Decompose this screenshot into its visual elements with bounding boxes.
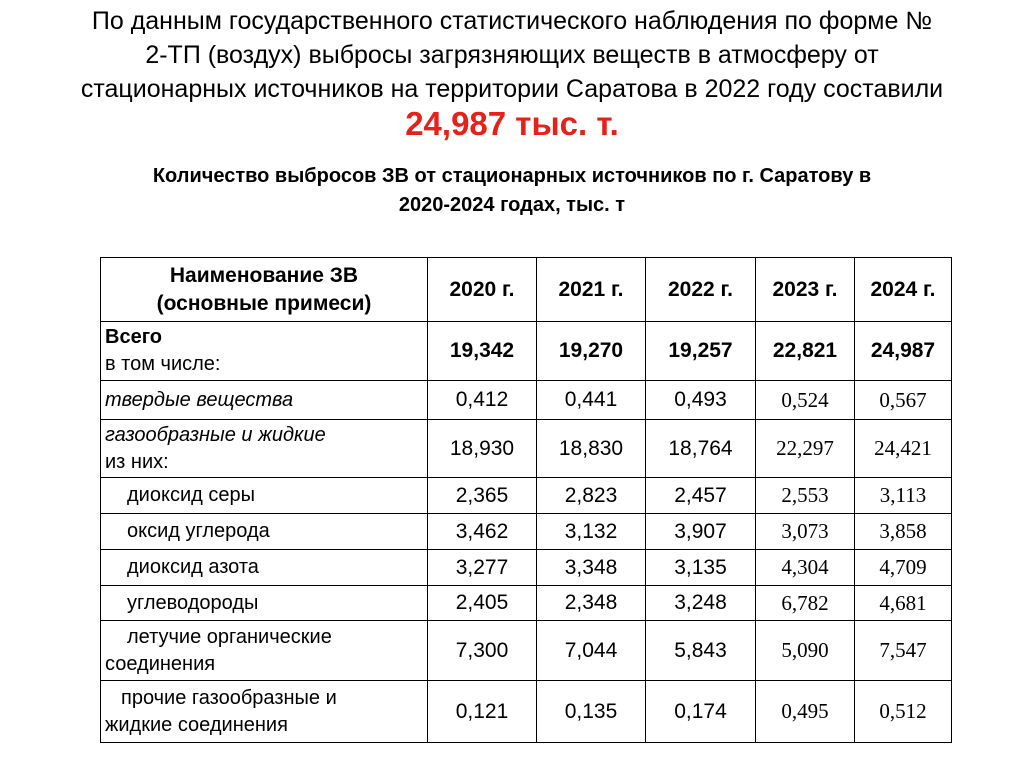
row-label-line1: газообразные и жидкие <box>105 423 326 446</box>
table-cell: 7,547 <box>855 621 952 681</box>
table-row <box>101 621 952 681</box>
table-cell: 2,457 <box>646 478 756 514</box>
table-row <box>101 681 952 743</box>
table-cell: 0,493 <box>646 381 756 420</box>
row-label-line2: соединения <box>105 652 216 675</box>
intro-line: 2-ТП (воздух) выбросы загрязняющих веществ в атмосферу от <box>145 41 879 69</box>
table-cell: 4,304 <box>756 550 855 586</box>
row-label: диоксид серы <box>101 478 428 514</box>
table-cell: 5,843 <box>646 621 756 681</box>
row-label-line1: летучие органические <box>127 625 332 648</box>
row-label-line2: жидкие соединения <box>105 713 288 736</box>
table-cell: 18,764 <box>646 420 756 478</box>
table-cell: 3,277 <box>428 550 537 586</box>
intro-line: стационарных источников на территории Саратова в 2022 году составили <box>80 75 944 103</box>
intro-line: По данным государственного статистического наблюдения по форме № <box>91 7 933 35</box>
table-row <box>101 550 952 586</box>
table-cell: 2,823 <box>537 478 646 514</box>
table-cell: 3,907 <box>646 514 756 550</box>
header-year: 2021 г. <box>537 258 646 322</box>
row-label-line1: Всего <box>105 326 162 348</box>
table-row <box>101 420 952 478</box>
header-year: 2023 г. <box>756 258 855 322</box>
table-row <box>101 478 952 514</box>
row-label <box>101 681 428 743</box>
row-label: твердые вещества <box>101 381 428 420</box>
table-title <box>0 162 1024 220</box>
table-title-line: Количество выбросов ЗВ от стационарных источников по г. Саратову в <box>152 165 872 187</box>
row-label-line1: прочие газообразные и <box>121 686 337 709</box>
table-cell: 24,987 <box>855 322 952 381</box>
row-label: оксид углерода <box>101 514 428 550</box>
table-cell: 7,300 <box>428 621 537 681</box>
table-cell: 5,090 <box>756 621 855 681</box>
header-name-line2: (основные примеси) <box>156 291 372 315</box>
row-label <box>101 621 428 681</box>
header-pollutant-name <box>101 258 428 322</box>
row-label: углеводороды <box>101 586 428 621</box>
table-cell: 3,135 <box>646 550 756 586</box>
table-cell: 18,830 <box>537 420 646 478</box>
table-cell: 0,441 <box>537 381 646 420</box>
header-year: 2020 г. <box>428 258 537 322</box>
table-cell: 0,174 <box>646 681 756 743</box>
row-label: диоксид азота <box>101 550 428 586</box>
table-cell: 4,709 <box>855 550 952 586</box>
table-cell: 6,782 <box>756 586 855 621</box>
row-label <box>101 322 428 381</box>
table-cell: 3,248 <box>646 586 756 621</box>
table-cell: 18,930 <box>428 420 537 478</box>
table-cell: 2,348 <box>537 586 646 621</box>
header-year: 2022 г. <box>646 258 756 322</box>
table-cell: 2,405 <box>428 586 537 621</box>
table-cell: 19,270 <box>537 322 646 381</box>
table-cell: 0,512 <box>855 681 952 743</box>
table-cell: 3,132 <box>537 514 646 550</box>
header-name-line1: Наименование ЗВ <box>169 263 359 287</box>
table-cell: 0,567 <box>855 381 952 420</box>
table-cell: 0,121 <box>428 681 537 743</box>
table-cell: 4,681 <box>855 586 952 621</box>
table-title-line: 2020-2024 годах, тыс. т <box>398 194 626 216</box>
table-cell: 24,421 <box>855 420 952 478</box>
table-cell: 7,044 <box>537 621 646 681</box>
table-cell: 3,462 <box>428 514 537 550</box>
table-cell: 22,297 <box>756 420 855 478</box>
table-cell: 0,524 <box>756 381 855 420</box>
table-cell: 0,135 <box>537 681 646 743</box>
table-header-row <box>101 258 952 322</box>
table-cell: 2,553 <box>756 478 855 514</box>
table-row <box>101 322 952 381</box>
table-cell: 19,257 <box>646 322 756 381</box>
header-year: 2024 г. <box>855 258 952 322</box>
table-row <box>101 514 952 550</box>
table-cell: 19,342 <box>428 322 537 381</box>
table-cell: 3,113 <box>855 478 952 514</box>
table-cell: 22,821 <box>756 322 855 381</box>
total-emissions-highlight: 24,987 тыс. т. <box>405 105 619 142</box>
emissions-table <box>100 257 952 743</box>
table-row <box>101 381 952 420</box>
table-cell: 0,495 <box>756 681 855 743</box>
table-cell: 3,073 <box>756 514 855 550</box>
row-label-line2: в том числе: <box>105 353 221 375</box>
intro-text <box>0 4 1024 106</box>
row-label-line2: из них: <box>105 450 169 473</box>
row-label <box>101 420 428 478</box>
table-cell: 2,365 <box>428 478 537 514</box>
table-cell: 3,858 <box>855 514 952 550</box>
table-row <box>101 586 952 621</box>
table-cell: 3,348 <box>537 550 646 586</box>
table-cell: 0,412 <box>428 381 537 420</box>
